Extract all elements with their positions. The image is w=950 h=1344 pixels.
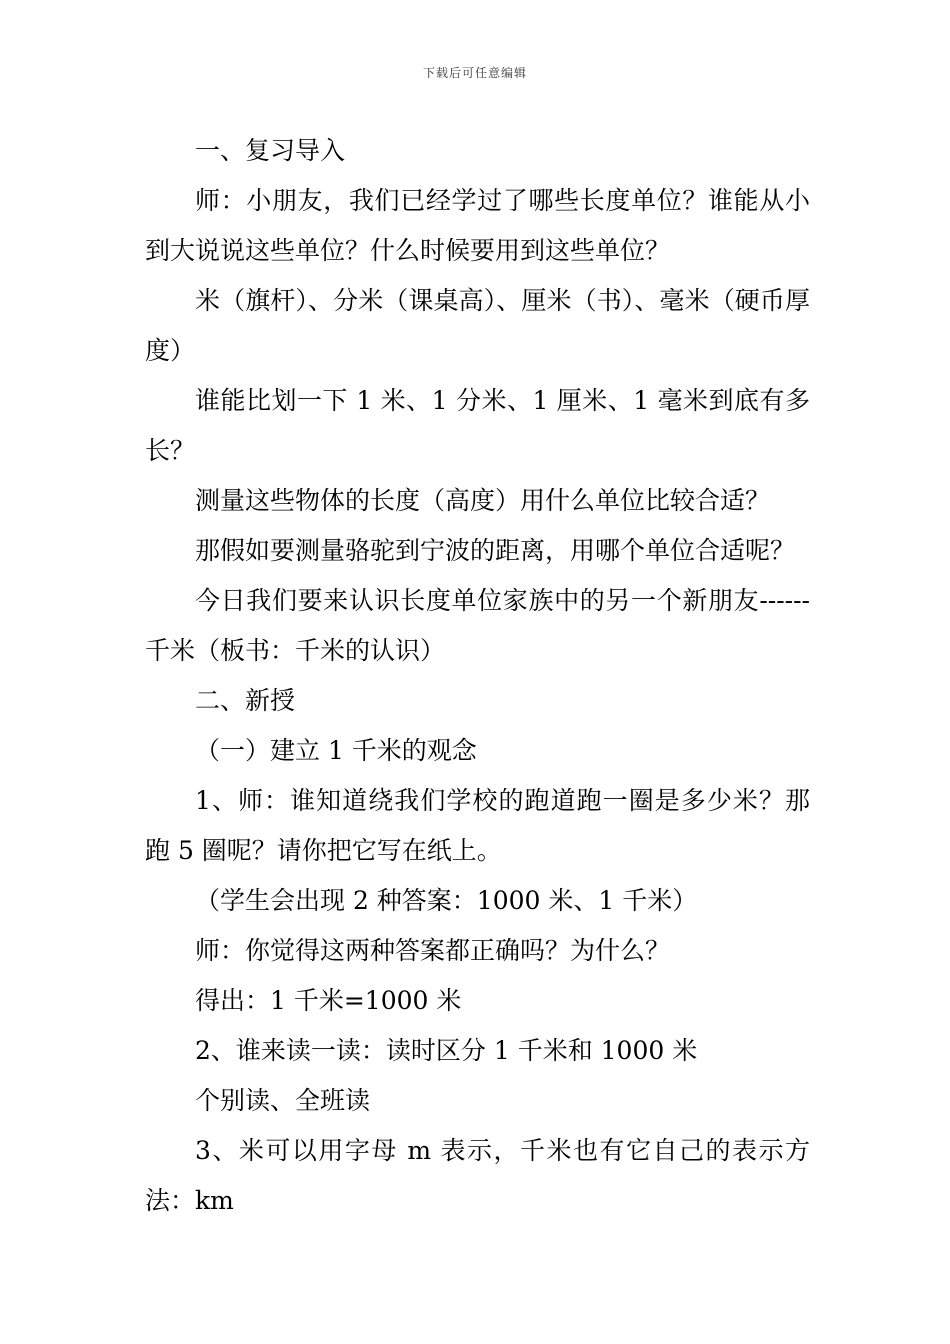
paragraph-gesture-question: 谁能比划一下 1 米、1 分米、1 厘米、1 毫米到底有多长？ [145, 386, 810, 465]
paragraph-unit-choice: 测量这些物体的长度（高度）用什么单位比较合适？ [195, 486, 771, 515]
section-heading-review: 一、复习导入 [195, 136, 346, 165]
subsection-heading-kilometer-concept: （一）建立 1 千米的观念 [195, 736, 477, 765]
paragraph-unit-symbols: 3、米可以用字母 m 表示，千米也有它自己的表示方法：km [145, 1136, 810, 1215]
paragraph-units-list: 米（旗杆）、分米（课桌高）、厘米（书）、毫米（硬币厚度） [145, 286, 810, 365]
paragraph-track-question: 1、师：谁知道绕我们学校的跑道跑一圈是多少米？那跑 5 圈呢？请你把它写在纸上。 [145, 786, 810, 865]
paragraph-teacher-check: 师：你觉得这两种答案都正确吗？为什么？ [195, 936, 671, 965]
section-heading-new-lesson: 二、新授 [195, 686, 296, 715]
paragraph-reading-mode: 个别读、全班读 [195, 1086, 371, 1115]
paragraph-conclusion: 得出：1 千米=1000 米 [195, 986, 462, 1015]
paragraph-read-aloud: 2、谁来读一读：读时区分 1 千米和 1000 米 [195, 1036, 698, 1065]
document-body [145, 126, 810, 1226]
page-header: 下载后可任意编辑 [422, 66, 527, 80]
paragraph-new-unit-intro: 今日我们要来认识长度单位家族中的另一个新朋友------千米（板书：千米的认识） [145, 586, 810, 665]
paragraph-student-answers: （学生会出现 2 种答案：1000 米、1 千米） [195, 886, 698, 915]
paragraph-teacher-question: 师：小朋友，我们已经学过了哪些长度单位？谁能从小到大说说这些单位？什么时候要用到这些单位？ [145, 186, 810, 265]
paragraph-distance-question: 那假如要测量骆驼到宁波的距离，用哪个单位合适呢？ [195, 536, 796, 565]
